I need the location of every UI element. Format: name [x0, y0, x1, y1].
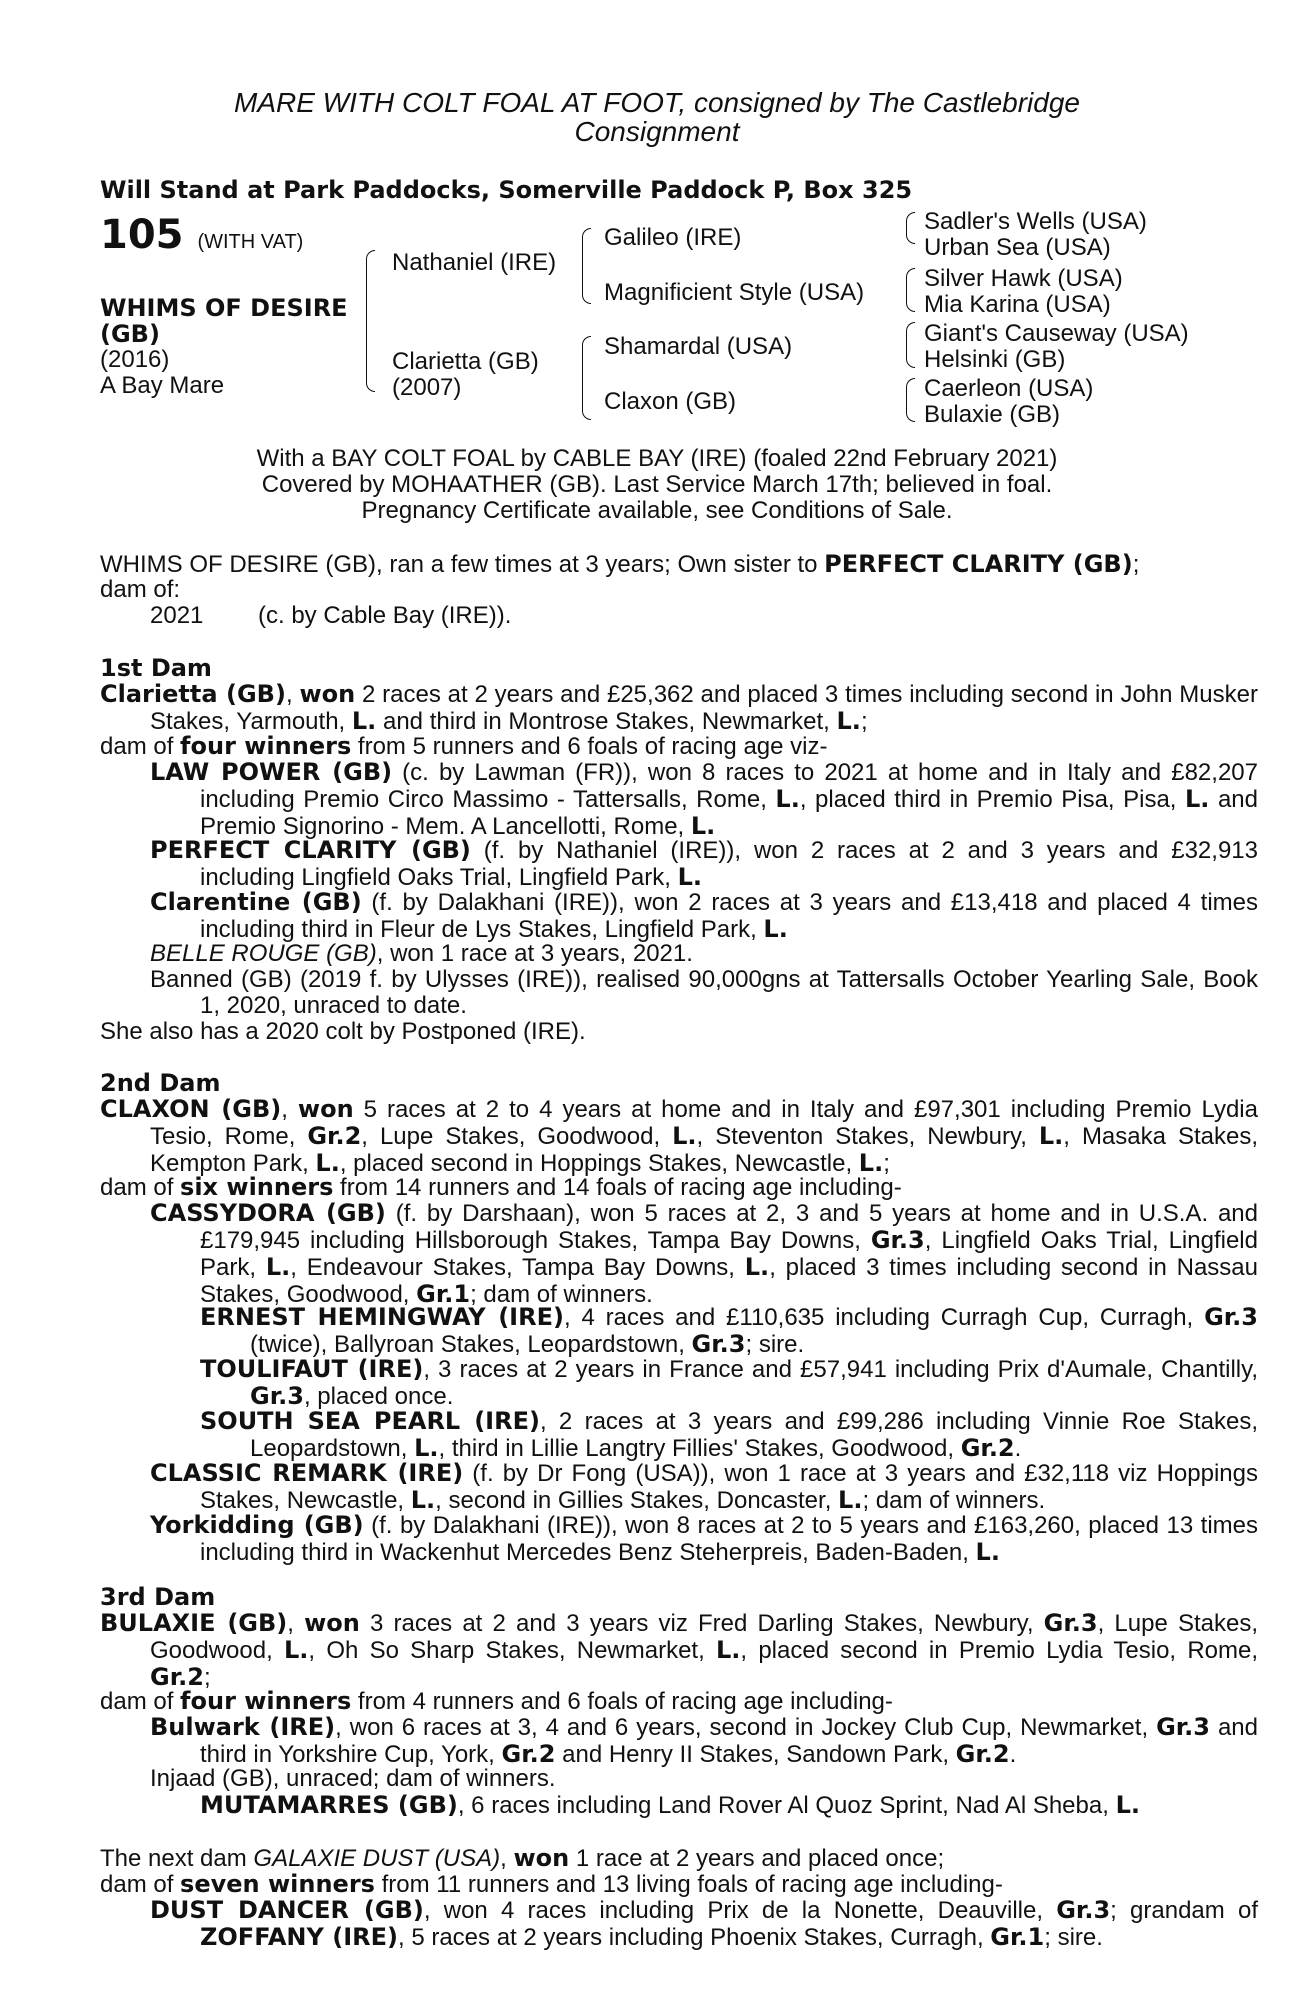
progeny-toulifaut	[200, 1356, 1258, 1410]
text: 5 races at 2 to 4 years at home and in Italy and £97,301 including Premio Lydia Tesio, Rome,	[150, 1096, 1258, 1150]
pedigree-brace-3c	[906, 322, 915, 368]
listed-label: L.	[410, 1486, 436, 1514]
horse-name: BULAXIE (GB)	[100, 1609, 288, 1637]
text: (twice), Ballyroan Stakes, Leopardstown,	[250, 1331, 692, 1358]
progeny-clarentine	[150, 889, 1258, 943]
text: .	[1009, 1741, 1017, 1768]
pedigree-dss: Giant's Causeway (USA)	[924, 320, 1189, 347]
text: , 6 races including Land Rover Al Quoz Sprint, Nad Al Sheba,	[457, 1792, 1116, 1819]
pedigree-brace-3d	[906, 378, 915, 422]
text: (f. by Dalakhani (IRE)), won 2 races at 3 years and £13,418 and placed 4 times including third in Fleur de Lys Stakes, Lingfield Park,	[200, 889, 1258, 943]
group-label: Gr.2	[955, 1740, 1010, 1768]
listed-label: L.	[677, 863, 703, 891]
stand-location: Will Stand at Park Paddocks, Somerville Paddock P, Box 325	[100, 176, 913, 204]
pedigree-dds: Caerleon (USA)	[924, 375, 1094, 402]
text: , 4 races and £110,635 including Curragh Cup, Curragh,	[563, 1304, 1205, 1331]
text: ; dam of winners.	[470, 1281, 653, 1308]
horse-name: DUST DANCER (GB)	[150, 1896, 424, 1924]
listed-label: L.	[414, 1434, 439, 1462]
horse-name: MUTAMARRES (GB)	[200, 1791, 458, 1819]
text: , Endeavour Stakes, Tampa Bay Downs,	[290, 1254, 745, 1281]
text: , Lingfield Oaks Trial, Lingfield Park,	[200, 1227, 1258, 1281]
listed-label: L.	[1185, 785, 1210, 813]
progeny-injaad: Injaad (GB), unraced; dam of winners.	[150, 1765, 556, 1792]
horse-name: LAW POWER (GB)	[150, 758, 393, 786]
pedigree-dam: Clarietta (GB)	[392, 348, 539, 375]
second-dam-produce-summary	[100, 1174, 902, 1201]
text: , placed once.	[303, 1383, 454, 1410]
text: dam of	[100, 733, 181, 760]
vat-label: (WITH VAT)	[197, 231, 304, 253]
text: from 4 runners and 6 foals of racing age including-	[351, 1688, 893, 1715]
text: , won 1 race at 3 years, 2021.	[376, 940, 693, 967]
text: , placed second in Hoppings Stakes, Newcastle,	[339, 1150, 859, 1177]
won-label: won	[299, 680, 356, 708]
progeny-dust-dancer	[150, 1897, 1258, 1951]
progeny-perfect-clarity	[150, 837, 1258, 891]
won-label: won	[513, 1844, 570, 1872]
text: ;	[883, 1150, 890, 1177]
listed-label: L.	[763, 915, 788, 943]
first-dam-heading: 1st Dam	[100, 654, 212, 682]
horse-name: Yorkidding (GB)	[150, 1511, 364, 1539]
horse-name-line2: (GB)	[100, 320, 160, 348]
horse-name: PERFECT CLARITY (GB)	[150, 836, 471, 864]
text: from 5 runners and 6 foals of racing age viz-	[351, 733, 828, 760]
pedigree-dam-year: (2007)	[392, 374, 462, 401]
pedigree-brace-2b	[582, 336, 591, 420]
text: and Premio Signorino - Mem. A Lancellotti, Rome,	[200, 786, 1258, 840]
horse-description: A Bay Mare	[100, 372, 225, 399]
listed-label: L.	[858, 1149, 884, 1177]
text: ; grandam of	[1110, 1897, 1258, 1924]
pedigree-sd: Magnificient Style (USA)	[604, 279, 865, 306]
group-label: Gr.2	[501, 1740, 556, 1768]
horse-year: (2016)	[100, 346, 170, 373]
pedigree-dd: Claxon (GB)	[604, 388, 737, 415]
horse-name: CLAXON (GB)	[100, 1095, 282, 1123]
produce-year: 2021	[150, 602, 204, 629]
horse-name: ZOFFANY (IRE)	[200, 1923, 398, 1951]
listed-label: L.	[775, 785, 800, 813]
text: , second in Gillies Stakes, Doncaster,	[435, 1487, 839, 1514]
group-label: Gr.3	[1204, 1303, 1258, 1331]
third-dam-record: BULAXIE (GB), won 3 races at 2 and 3 years viz Fred Darling Stakes, Newbury, Gr.3, Lupe Stakes, Goodwood, L., Oh So Sharp Stakes, Newmarket, L., placed second in Premio Lydia Tesio, Rome, Gr.2;	[100, 1609, 1259, 1691]
text: (f. by Darshaan), won 5 races at 2, 3 and 5 years at home and in U.S.A. and £179,945 including Hillsborough Stakes, Tampa Bay Downs,	[200, 1200, 1258, 1254]
text: , Steventon Stakes, Newbury,	[696, 1123, 1039, 1150]
text: ;	[203, 1664, 211, 1691]
progeny-ernest-hemingway	[200, 1304, 1258, 1358]
text: and third in Yorkshire Cup, York,	[200, 1714, 1258, 1768]
text: .	[1014, 1435, 1022, 1462]
text: and third in Montrose Stakes, Newmarket,	[376, 708, 837, 735]
horse-name: CLASSIC REMARK (IRE)	[150, 1459, 464, 1487]
text: , 5 races at 2 years including Phoenix Stakes, Curragh,	[397, 1924, 991, 1951]
pedigree-sdd: Mia Karina (USA)	[924, 291, 1111, 318]
intro-text: WHIMS OF DESIRE (GB), ran a few times at 3 years; Own sister to	[100, 551, 825, 578]
text: , third in Lillie Langtry Fillies' Stakes, Goodwood,	[438, 1435, 961, 1462]
listed-label: L.	[744, 1253, 770, 1281]
horse-name-line1: WHIMS OF DESIRE	[100, 294, 348, 322]
text: (f. by Nathaniel (IRE)), won 2 races at 2 and 3 years and £32,913 including Lingfield Oaks Trial, Lingfield Park,	[200, 837, 1258, 891]
listed-label: L.	[716, 1636, 741, 1664]
next-dam-produce-summary	[100, 1871, 1003, 1898]
pedigree-ssd: Urban Sea (USA)	[924, 234, 1111, 261]
group-label: Gr.3	[870, 1226, 925, 1254]
horse-name: ERNEST HEMINGWAY (IRE)	[200, 1303, 564, 1331]
group-label: Gr.3	[1043, 1609, 1098, 1637]
horse-name: CASSYDORA (GB)	[150, 1199, 386, 1227]
progeny-mutamarres	[200, 1792, 1140, 1819]
text: ;	[860, 708, 868, 735]
group-label: Gr.2	[150, 1663, 204, 1691]
text: , won 4 races including Prix de la Nonette, Deauville,	[423, 1897, 1057, 1924]
text: dam of	[100, 1688, 181, 1715]
listed-label: L.	[1115, 1791, 1140, 1819]
pedigree-brace-3b	[906, 268, 915, 312]
text: (f. by Dr Fong (USA)), won 1 race at 3 years and £32,118 viz Hoppings Stakes, Newcastle,	[200, 1460, 1259, 1514]
progeny-yorkidding	[150, 1512, 1258, 1566]
next-dam-line	[100, 1845, 944, 1872]
horse-name: Clarentine (GB)	[150, 888, 362, 916]
intro-tail: ;	[1132, 551, 1140, 578]
progeny-bulwark	[150, 1714, 1258, 1768]
foal-note: Pregnancy Certificate available, see Conditions of Sale.	[361, 497, 953, 524]
text: from 14 runners and 14 foals of racing age including-	[333, 1174, 902, 1201]
foal-note: Covered by MOHAATHER (GB). Last Service March 17th; believed in foal.	[261, 471, 1053, 498]
winners-count: four winners	[180, 732, 352, 760]
horse-name: Bulwark (IRE)	[150, 1713, 336, 1741]
intro-dam-of: dam of:	[100, 576, 181, 603]
lot-number-value: 105	[100, 212, 184, 258]
horse-name: GALAXIE DUST (USA)	[253, 1845, 501, 1872]
second-dam-heading: 2nd Dam	[100, 1069, 221, 1097]
text: ; sire.	[1044, 1924, 1103, 1951]
pedigree-brace-3a	[906, 212, 915, 244]
text: , 2 races at 3 years and £99,286 including Vinnie Roe Stakes, Leopardstown,	[250, 1408, 1258, 1462]
listed-label: L.	[315, 1149, 340, 1177]
listed-label: L.	[975, 1538, 1000, 1566]
text: dam of	[100, 1871, 181, 1898]
winners-count: four winners	[180, 1687, 352, 1715]
lot-number	[100, 213, 303, 264]
group-label: Gr.1	[990, 1923, 1045, 1951]
text: , placed third in Premio Pisa, Pisa,	[799, 786, 1185, 813]
progeny-classic-remark	[150, 1460, 1258, 1514]
text: , won 6 races at 3, 4 and 6 years, second in Jockey Club Cup, Newmarket,	[335, 1714, 1157, 1741]
second-dam-record: CLAXON (GB), won 5 races at 2 to 4 years at home and in Italy and £97,301 including Premio Lydia Tesio, Rome, Gr.2, Lupe Stakes, Goodwood, L., Steventon Stakes, Newbury, L., Masaka Stakes, Kempton Park, L., placed second in Hoppings Stakes, Newcastle, L.;	[100, 1095, 1258, 1177]
pedigree-brace-1	[366, 250, 375, 392]
group-label: Gr.3	[691, 1330, 746, 1358]
pedigree-ddd: Bulaxie (GB)	[924, 401, 1061, 428]
progeny-banned: Banned (GB) (2019 f. by Ulysses (IRE)), realised 90,000gns at Tattersalls October Yearling Sale, Book 1, 2020, unraced to date.	[150, 966, 1258, 1019]
group-label: Gr.2	[960, 1434, 1015, 1462]
text: ; dam of winners.	[862, 1487, 1046, 1514]
text: , placed 3 times including second in Nassau Stakes, Goodwood,	[200, 1254, 1258, 1308]
text: , 3 races at 2 years in France and £57,941 including Prix d'Aumale, Chantilly,	[423, 1356, 1258, 1383]
listed-label: L.	[284, 1636, 309, 1664]
listed-label: L.	[1038, 1122, 1064, 1150]
first-dam-also: She also has a 2020 colt by Postponed (IRE).	[100, 1018, 586, 1045]
group-label: Gr.2	[307, 1122, 362, 1150]
first-dam-record: Clarietta (GB), won 2 races at 2 years and £25,362 and placed 3 times including second in John Musker Stakes, Yarmouth, L. and third in Montrose Stakes, Newmarket, L.;	[100, 680, 1258, 735]
won-label: won	[304, 1609, 360, 1637]
horse-name: Clarietta (GB)	[100, 680, 286, 708]
pedigree-sire: Nathaniel (IRE)	[392, 249, 557, 276]
text: and Henry II Stakes, Sandown Park,	[555, 1741, 956, 1768]
text: dam of	[100, 1174, 181, 1201]
progeny-cassydora	[150, 1200, 1258, 1308]
text: 3 races at 2 and 3 years viz Fred Darling Stakes, Newbury,	[359, 1610, 1044, 1637]
winners-count: six winners	[180, 1173, 334, 1201]
group-label: Gr.1	[416, 1280, 471, 1308]
progeny-law-power	[150, 759, 1258, 840]
pedigree-dsd: Helsinki (GB)	[924, 346, 1066, 373]
foal-note: With a BAY COLT FOAL by CABLE BAY (IRE) (foaled 22nd February 2021)	[256, 445, 1058, 472]
progeny-belle-rouge	[150, 941, 693, 967]
pedigree-brace-2a	[582, 228, 591, 304]
pedigree-sds: Silver Hawk (USA)	[924, 265, 1123, 292]
produce-desc: (c. by Cable Bay (IRE)).	[258, 602, 512, 629]
text: , Masaka Stakes, Kempton Park,	[150, 1123, 1258, 1177]
text: (f. by Dalakhani (IRE)), won 8 races at 2 to 5 years and £163,260, placed 13 times including third in Wackenhut Mercedes Benz Steherpreis, Baden-Baden,	[200, 1512, 1259, 1566]
listed-label: L.	[672, 1122, 697, 1150]
intro-sister: PERFECT CLARITY (GB)	[824, 550, 1133, 578]
listed-label: L.	[690, 812, 716, 840]
listed-label: L.	[836, 707, 861, 735]
pedigree-ds: Shamardal (USA)	[604, 333, 793, 360]
horse-name: BELLE ROUGE (GB)	[150, 940, 377, 967]
horse-name: TOULIFAUT (IRE)	[200, 1355, 424, 1383]
page-title: MARE WITH COLT FOAL AT FOOT, consigned by The Castlebridge Consignment	[234, 87, 1080, 147]
winners-count: seven winners	[180, 1870, 375, 1898]
text: , Oh So Sharp Stakes, Newmarket,	[308, 1637, 716, 1664]
text: (c. by Lawman (FR)), won 8 races to 2021 at home and in Italy and £82,207 including Premio Circo Massimo - Tattersalls, Rome,	[200, 759, 1258, 813]
text: ; sire.	[745, 1331, 805, 1358]
text: The next dam	[100, 1845, 254, 1872]
group-label: Gr.3	[1156, 1713, 1210, 1741]
text: , placed second in Premio Lydia Tesio, Rome,	[740, 1637, 1259, 1664]
group-label: Gr.3	[1056, 1896, 1111, 1924]
first-dam-produce-summary	[100, 733, 827, 760]
group-label: Gr.3	[250, 1382, 304, 1410]
horse-name: SOUTH SEA PEARL (IRE)	[200, 1407, 540, 1435]
text: 2 races at 2 years and £25,362 and placed 3 times including second in John Musker Stakes, Yarmouth,	[150, 681, 1258, 735]
won-label: won	[297, 1095, 354, 1123]
pedigree-sss: Sadler's Wells (USA)	[924, 208, 1147, 235]
text: 1 race at 2 years and placed once;	[569, 1845, 945, 1872]
intro-line	[100, 551, 1139, 578]
text: from 11 runners and 13 living foals of racing age including-	[374, 1871, 1003, 1898]
text: ,	[500, 1845, 514, 1872]
progeny-south-sea-pearl	[200, 1408, 1258, 1462]
text: , Lupe Stakes, Goodwood,	[361, 1123, 673, 1150]
listed-label: L.	[351, 707, 377, 735]
third-dam-heading: 3rd Dam	[100, 1583, 216, 1611]
pedigree-ss: Galileo (IRE)	[604, 224, 742, 251]
third-dam-produce-summary	[100, 1688, 893, 1715]
listed-label: L.	[265, 1253, 291, 1281]
text: , Lupe Stakes, Goodwood,	[150, 1610, 1258, 1664]
listed-label: L.	[838, 1486, 863, 1514]
